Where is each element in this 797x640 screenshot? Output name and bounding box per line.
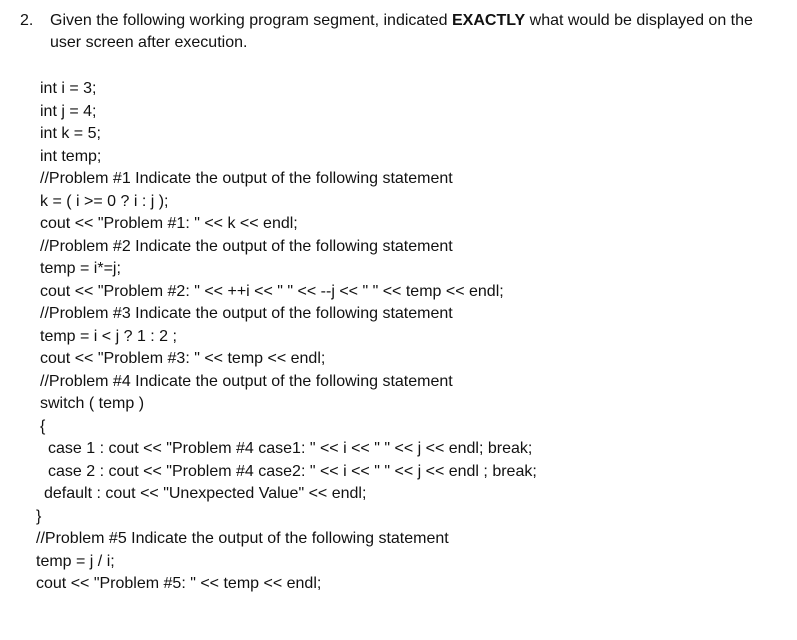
code-line: //Problem #5 Indicate the output of the following statement <box>36 530 449 547</box>
question-text <box>50 10 780 54</box>
code-line: //Problem #4 Indicate the output of the following statement <box>40 372 453 390</box>
code-line: default : cout << "Unexpected Value" << endl; <box>44 485 367 502</box>
code-line: cout << "Problem #2: " << ++i << " " << --j << " " << temp << endl; <box>40 282 504 300</box>
code-line: int temp; <box>40 147 102 165</box>
code-line: case 2 : cout << "Problem #4 case2: " << i << " " << j << endl ; break; <box>48 462 537 480</box>
code-line: int k = 5; <box>40 125 101 142</box>
code-line: cout << "Problem #1: " << k << endl; <box>40 215 298 232</box>
question-text-after: what would be displayed on the user screen after execution. <box>50 12 753 51</box>
question-number: 2. <box>20 12 34 29</box>
code-line: switch ( temp ) <box>40 395 145 412</box>
code-line: k = ( i >= 0 ? i : j ); <box>40 192 169 210</box>
code-line: temp = i < j ? 1 : 2 ; <box>40 327 177 345</box>
code-line: int i = 3; <box>40 80 97 97</box>
question-text-emphasis: EXACTLY <box>451 12 526 29</box>
code-line: } <box>36 507 42 525</box>
code-line: temp = i*=j; <box>40 260 121 277</box>
code-line: { <box>40 417 46 435</box>
code-line: temp = j / i; <box>36 552 115 570</box>
question-text-before: Given the following working program segment, indicated <box>50 12 452 29</box>
code-line: //Problem #2 Indicate the output of the following statement <box>40 237 453 255</box>
question-block <box>20 10 780 54</box>
code-line: //Problem #3 Indicate the output of the following statement <box>40 305 453 322</box>
code-line: //Problem #1 Indicate the output of the following statement <box>40 170 453 187</box>
code-line: int j = 4; <box>40 102 97 120</box>
code-line: cout << "Problem #3: " << temp << endl; <box>40 350 326 367</box>
code-line: cout << "Problem #5: " << temp << endl; <box>36 575 322 592</box>
code-line: case 1 : cout << "Problem #4 case1: " << i << " " << j << endl; break; <box>48 440 533 457</box>
